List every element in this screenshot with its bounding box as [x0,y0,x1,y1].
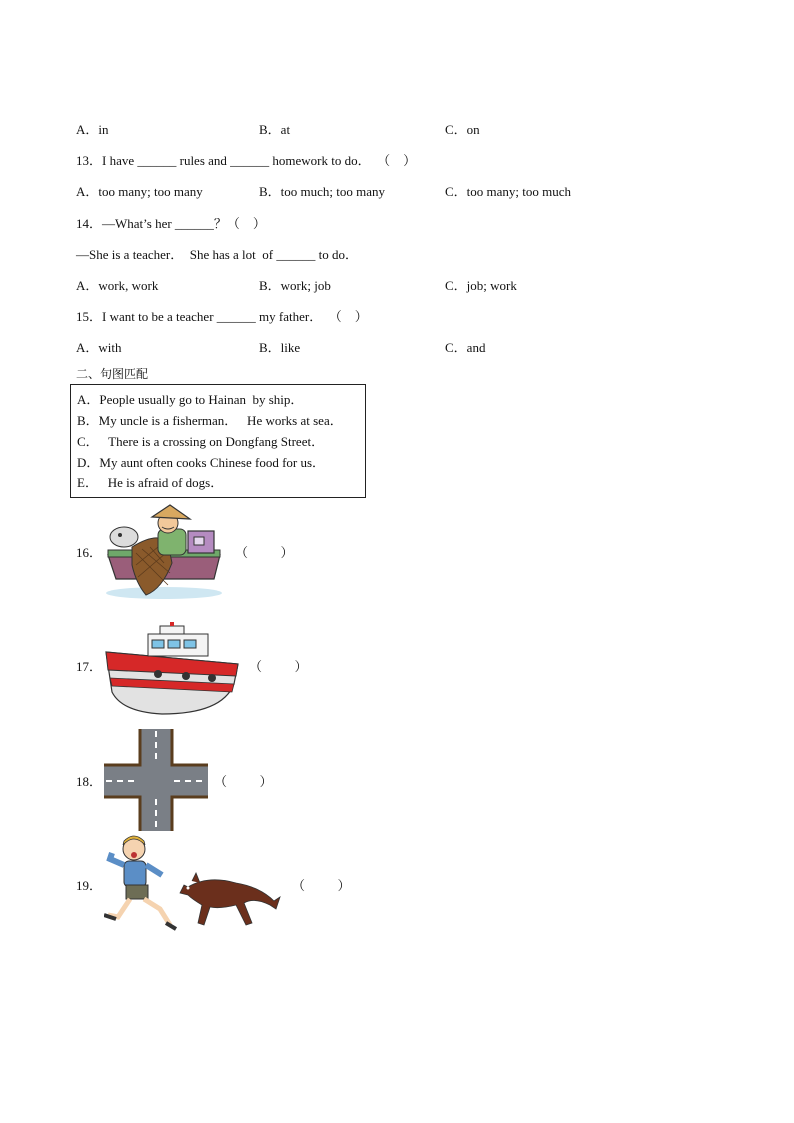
q15-option-c[interactable]: C．and [445,340,486,355]
picture-16-number: 16． [76,545,103,560]
picture-17-number: 17． [76,659,103,674]
q14-option-b[interactable]: B．work; job [259,278,331,293]
picture-17-answer-bracket[interactable]: （ ） [249,659,308,674]
sentence-b: B．My uncle is a fisherman． He works at sea． [77,413,343,428]
sentence-d: D．My aunt often cooks Chinese food for us． [77,455,326,470]
q14-option-a[interactable]: A．work, work [76,278,159,293]
question-14: 14．—What’s her ______？（ ） [76,216,266,231]
sentence-a: A．People usually go to Hainan by ship． [77,392,304,407]
question-15: 15．I want to be a teacher ______ my father． （ ） [76,309,368,324]
boy-chased-by-dog-picture [104,835,284,931]
fisherman-picture [102,503,226,601]
picture-16-answer-bracket[interactable]: （ ） [235,545,294,560]
picture-18-answer-bracket[interactable]: （ ） [214,774,273,789]
q13-option-b[interactable]: B．too much; too many [259,184,386,199]
q15-option-a[interactable]: A．with [76,340,122,355]
sentence-e: E． He is afraid of dogs． [77,475,224,490]
picture-19-answer-bracket[interactable]: （ ） [292,878,351,893]
q12-option-b[interactable]: B．at [259,122,291,137]
sentence-c: C． There is a crossing on Dongfang Street． [77,434,325,449]
picture-19-number: 19． [76,878,103,893]
ship-picture [102,622,242,718]
q12-option-c[interactable]: C．on [445,122,480,137]
q13-option-a[interactable]: A．too many; too many [76,184,203,199]
q13-option-c[interactable]: C．too many; too much [445,184,572,199]
question-14-line2: —She is a teacher． She has a lot of ______ to do． [76,247,358,262]
question-13: 13．I have ______ rules and ______ homework to do． （ ） [76,153,417,168]
q12-option-a[interactable]: A．in [76,122,109,137]
picture-18-number: 18． [76,774,103,789]
q15-option-b[interactable]: B．like [259,340,301,355]
section-title: 二、句图匹配 [76,367,149,381]
q14-option-c[interactable]: C．job; work [445,278,517,293]
crossroads-picture [104,729,208,831]
sentence-box [70,384,366,498]
